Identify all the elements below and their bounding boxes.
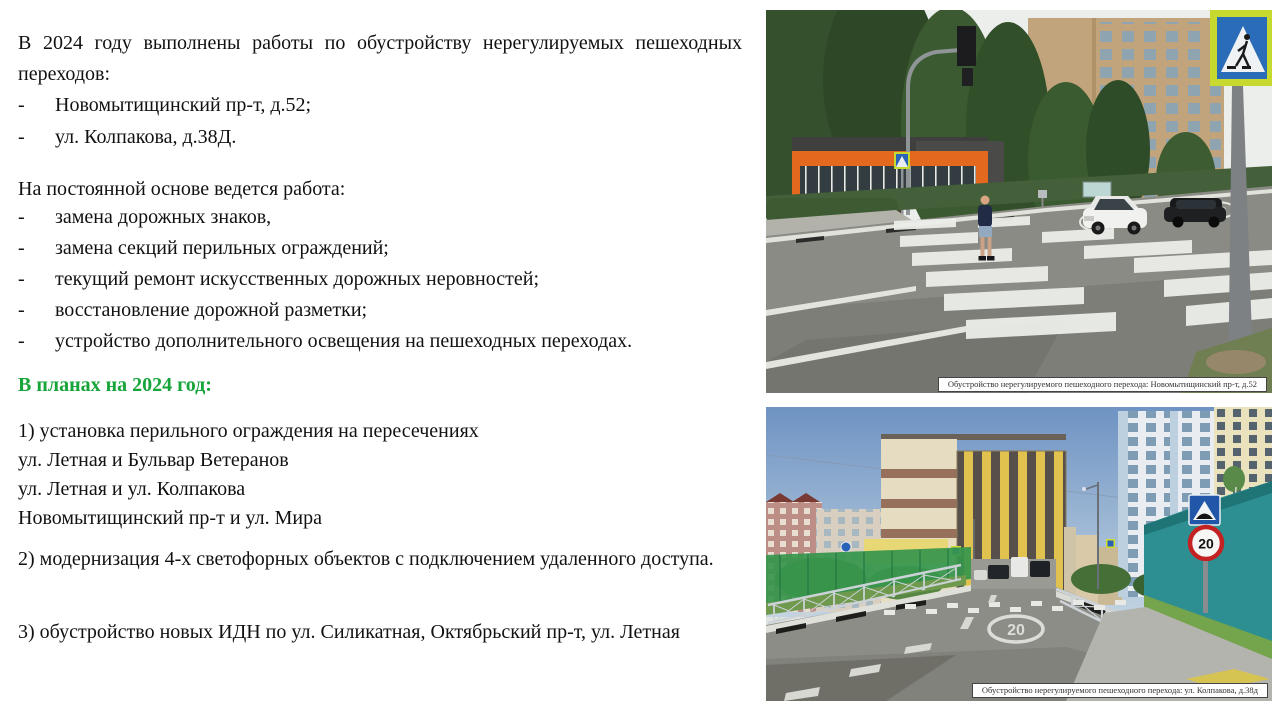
list-bullet: - — [18, 330, 25, 352]
list-bullet: - — [18, 237, 25, 259]
photo-street-kolpakova — [766, 407, 1272, 701]
pedestrian-crossing-sign — [1210, 10, 1272, 86]
bus-shelter — [1083, 182, 1111, 197]
list-item-text: замена дорожных знаков, — [55, 206, 272, 228]
list-item — [18, 326, 742, 357]
list-item-text: устройство дополнительного освещения на пешеходных переходах. — [55, 330, 633, 352]
list-item-text: ул. Колпакова, д.38Д. — [55, 126, 237, 148]
list-bullet: - — [18, 126, 25, 148]
list-item-text: Новомытищинский пр-т, д.52; — [55, 94, 312, 116]
speed-limit-sign-text: 20 — [1198, 535, 1214, 552]
ongoing-list — [18, 202, 742, 357]
road-hump-sign — [1189, 495, 1220, 525]
plans-heading: В планах на 2024 год: — [18, 374, 212, 396]
intro-paragraph: В 2024 году выполнены работы по обустройству нерегулируемых пешеходных переходов: — [18, 32, 742, 85]
list-item — [18, 90, 742, 121]
photo-caption: Обустройство нерегулируемого пешеходного перехода: Новомытищинский пр-т, д.52 — [938, 377, 1267, 392]
list-item-text: восстановление дорожной разметки; — [55, 299, 368, 321]
road-marking-20-text: 20 — [1007, 622, 1025, 639]
plan1-location: Новомытищинский пр-т и ул. Мира — [18, 507, 322, 529]
list-bullet: - — [18, 94, 25, 116]
list-bullet: - — [18, 268, 25, 290]
bottom-photo-illustration — [766, 407, 1272, 701]
plan3-paragraph: 3) обустройство новых ИДН по ул. Силикатная, Октябрьский пр-т, ул. Летная — [18, 621, 680, 643]
photo-caption: Обустройство нерегулируемого пешеходного перехода: ул. Колпакова, д.38д — [972, 683, 1268, 698]
list-item-text: текущий ремонт искусственных дорожных неровностей; — [55, 268, 540, 290]
plan1-block — [18, 417, 742, 533]
list-item-text: замена секций перильных ограждений; — [55, 237, 389, 259]
plan1-location: ул. Летная и Бульвар Ветеранов — [18, 449, 289, 471]
list-item — [18, 233, 742, 264]
list-bullet: - — [18, 206, 25, 228]
list-item — [18, 295, 742, 326]
top-photo-illustration — [766, 10, 1272, 393]
plan1-location: ул. Летная и ул. Колпакова — [18, 478, 246, 500]
ongoing-title: На постоянной основе ведется работа: — [18, 178, 346, 200]
list-bullet: - — [18, 299, 25, 321]
plan2-paragraph: 2) модернизация 4-х светофорных объектов с подключением удаленного доступа. — [18, 548, 714, 570]
list-item — [18, 264, 742, 295]
plan1-title: 1) установка перильного ограждения на пересечениях — [18, 420, 479, 442]
list-item — [18, 122, 742, 153]
list-item — [18, 202, 742, 233]
completed-list — [18, 90, 742, 153]
photo-crossing-novomytishchinsky — [766, 10, 1272, 393]
